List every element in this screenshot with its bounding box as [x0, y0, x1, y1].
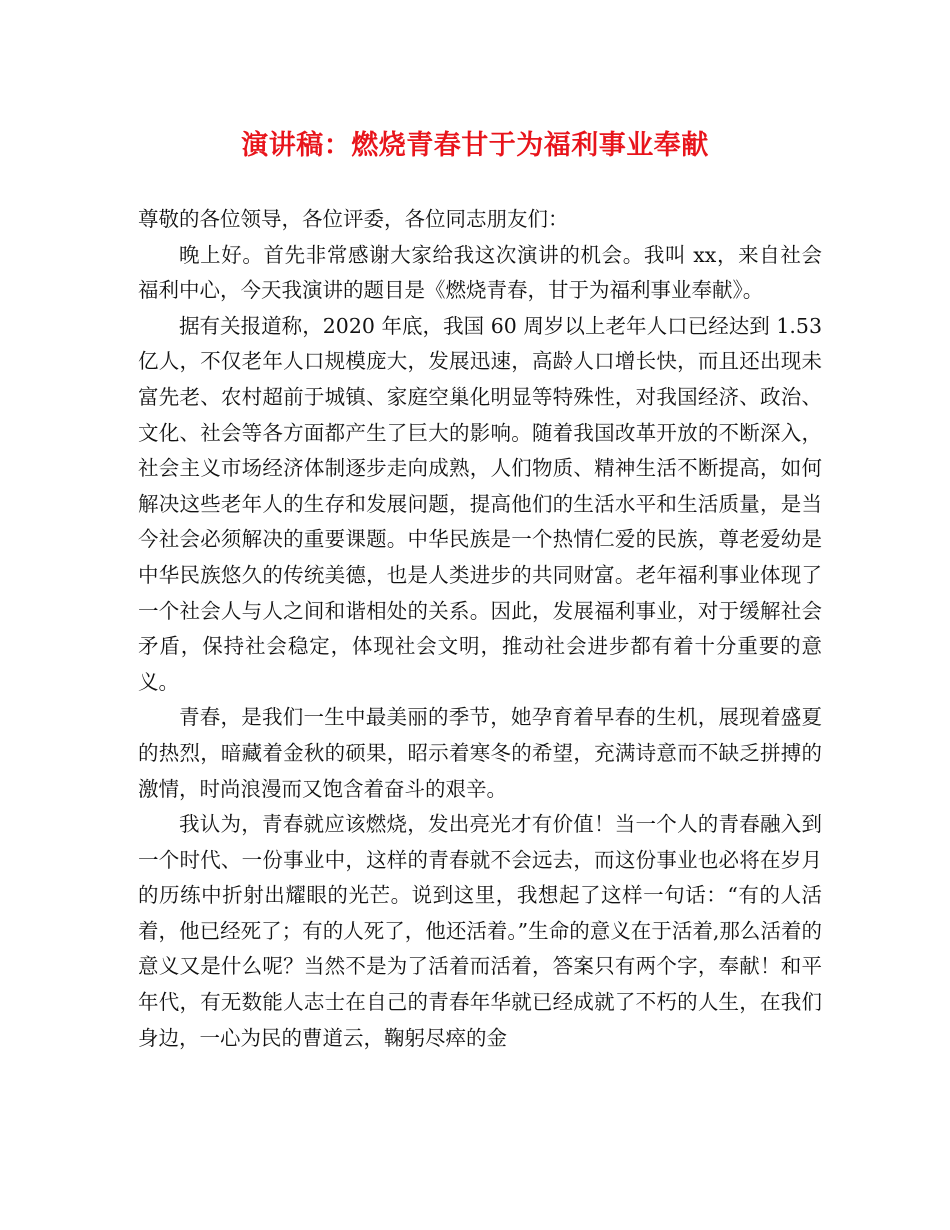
paragraph-greeting: 晚上好。首先非常感谢大家给我这次演讲的机会。我叫 xx，来自社会福利中心，今天我演讲的题目是《燃烧青春，甘于为福利事业奉献》。: [138, 242, 822, 303]
salutation: 尊敬的各位领导，各位评委，各位同志朋友们：: [138, 207, 569, 231]
document-body: [138, 202, 822, 1056]
paragraph-aging-population: 据有关报道称，2020 年底，我国 60 周岁以上老年人口已经达到 1.53 亿人，不仅老年人口规模庞大，发展迅速，高龄人口增长快，而且还出现未富先老、农村超前于城镇、家庭空巢化明显等特殊性，对我国经济、政治、文化、社会等各方面都产生了巨大的影响。随着我国改革开放的不断深入，社会主义市场经济体制逐步走向成熟，人们物质、精神生活不断提高，如何解决这些老年人的生存和发展问题，提高他们的生活水平和生活质量，是当今社会必须解决的重要课题。中华民族是一个热情仁爱的民族，尊老爱幼是中华民族悠久的传统美德，也是人类进步的共同财富。老年福利事业体现了一个社会人与人之间和谐相处的关系。因此，发展福利事业，对于缓解社会矛盾，保持社会稳定，体现社会文明，推动社会进步都有着十分重要的意义。: [138, 313, 822, 694]
document-title: 演讲稿：燃烧青春甘于为福利事业奉献: [241, 130, 709, 161]
paragraph-dedication: 我认为，青春就应该燃烧，发出亮光才有价值！当一个人的青春融入到一个时代、一份事业中，这样的青春就不会远去，而这份事业也必将在岁月的历练中折射出耀眼的光芒。说到这里，我想起了这样一句话：“有的人活着，他已经死了；有的人死了，他还活着。”生命的意义在于活着,那么活着的意义又是什么呢？当然不是为了活着而活着，答案只有两个字，奉献！和平年代，有无数能人志士在自己的青春年华就已经成就了不朽的人生，在我们身边，一心为民的曹道云，鞠躬尽瘁的金: [138, 812, 822, 1050]
paragraph-youth: 青春，是我们一生中最美丽的季节，她孕育着早春的生机，展现着盛夏的热烈，暗藏着金秋的硕果，昭示着寒冬的希望，充满诗意而不缺乏拼搏的激情，时尚浪漫而又饱含着奋斗的艰辛。: [138, 705, 822, 801]
